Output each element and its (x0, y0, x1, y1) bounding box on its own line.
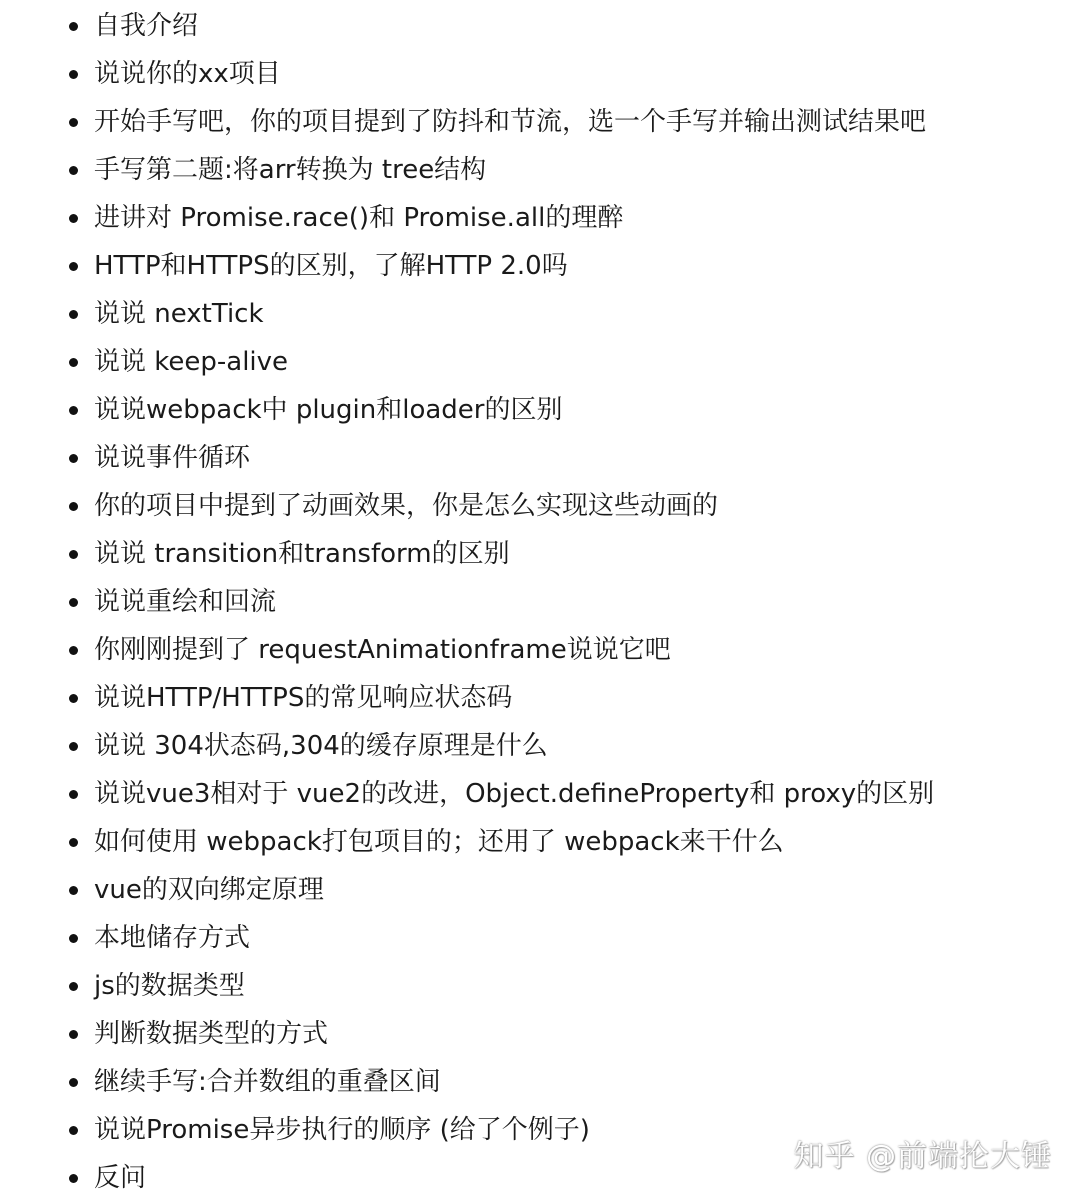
list-item (0, 50, 1080, 98)
list-item (0, 242, 1080, 290)
list-item (0, 914, 1080, 962)
list-item-text: 说说你的xx项目 (94, 59, 281, 89)
bullet-icon (69, 1030, 78, 1039)
list-item (0, 530, 1080, 578)
list-item-text: 你刚刚提到了 requestAnimationframe说说它吧 (94, 635, 671, 665)
list-item-text: 判断数据类型的方式 (94, 1019, 329, 1049)
list-item-text: 你的项目中提到了动画效果，你是怎么实现这些动画的 (94, 491, 719, 521)
bullet-icon (69, 1126, 78, 1135)
bullet-icon (69, 790, 78, 799)
bullet-icon (69, 694, 78, 703)
bullet-icon (69, 1174, 78, 1183)
bullet-icon (69, 838, 78, 847)
list-item (0, 290, 1080, 338)
list-item (0, 626, 1080, 674)
list-item-text: 说说vue3相对于 vue2的改进，Object.defineProperty和 proxy的区别 (94, 779, 935, 809)
list-item (0, 674, 1080, 722)
list-item-text: 说说 304状态码,304的缓存原理是什么 (94, 731, 548, 761)
list-item (0, 962, 1080, 1010)
list-item-text: 说说事件循环 (94, 443, 251, 473)
list-item (0, 722, 1080, 770)
bullet-icon (69, 406, 78, 415)
list-item (0, 194, 1080, 242)
bullet-icon (69, 886, 78, 895)
bullet-icon (69, 310, 78, 319)
bullet-icon (69, 22, 78, 31)
list-item (0, 338, 1080, 386)
list-item (0, 1010, 1080, 1058)
list-item-text: 说说 transition和transform的区别 (94, 539, 510, 569)
bullet-icon (69, 214, 78, 223)
bullet-icon (69, 742, 78, 751)
list-item-text: vue的双向绑定原理 (94, 875, 324, 905)
list-item (0, 770, 1080, 818)
list-item-text: 说说 keep-alive (94, 347, 289, 377)
bullet-icon (69, 118, 78, 127)
list-item (0, 818, 1080, 866)
bullet-icon (69, 166, 78, 175)
list-item-text: js的数据类型 (94, 971, 245, 1001)
bullet-icon (69, 1078, 78, 1087)
question-list (0, 2, 1080, 1202)
bullet-icon (69, 358, 78, 367)
bullet-icon (69, 550, 78, 559)
list-item (0, 386, 1080, 434)
list-item-text: 如何使用 webpack打包项目的；还用了 webpack来干什么 (94, 827, 784, 857)
list-item (0, 866, 1080, 914)
list-item (0, 434, 1080, 482)
list-item (0, 2, 1080, 50)
list-item (0, 482, 1080, 530)
bullet-icon (69, 454, 78, 463)
list-item-text: 自我介绍 (94, 11, 199, 41)
list-item-text: 手写第二题:将arr转换为 tree结构 (94, 155, 487, 185)
watermark: 知乎 @前端抡大锤 (793, 1139, 1052, 1174)
bullet-icon (69, 598, 78, 607)
list-item-text: 反问 (94, 1163, 147, 1193)
list-item-text: 开始手写吧，你的项目提到了防抖和节流，选一个手写并输出测试结果吧 (94, 107, 927, 137)
bullet-icon (69, 502, 78, 511)
list-item (0, 578, 1080, 626)
bullet-icon (69, 934, 78, 943)
list-item-text: 说说 nextTick (94, 299, 264, 329)
list-item-text: 继续手写:合并数组的重叠区间 (94, 1067, 441, 1097)
list-item-text: 说说重绘和回流 (94, 587, 277, 617)
list-item-text: HTTP和HTTPS的区别，了解HTTP 2.0吗 (94, 251, 568, 281)
list-item-text: 本地储存方式 (94, 923, 251, 953)
bullet-icon (69, 70, 78, 79)
list-item (0, 98, 1080, 146)
bullet-icon (69, 646, 78, 655)
list-item (0, 1058, 1080, 1106)
list-item (0, 146, 1080, 194)
list-item-text: 说说HTTP/HTTPS的常见响应状态码 (94, 683, 513, 713)
list-item-text: 说说Promise异步执行的顺序 (给了个例子) (94, 1115, 590, 1145)
bullet-icon (69, 982, 78, 991)
bullet-icon (69, 262, 78, 271)
list-item-text: 说说webpack中 plugin和loader的区别 (94, 395, 563, 425)
list-item-text: 进讲对 Promise.race()和 Promise.all的理醉 (94, 203, 624, 233)
